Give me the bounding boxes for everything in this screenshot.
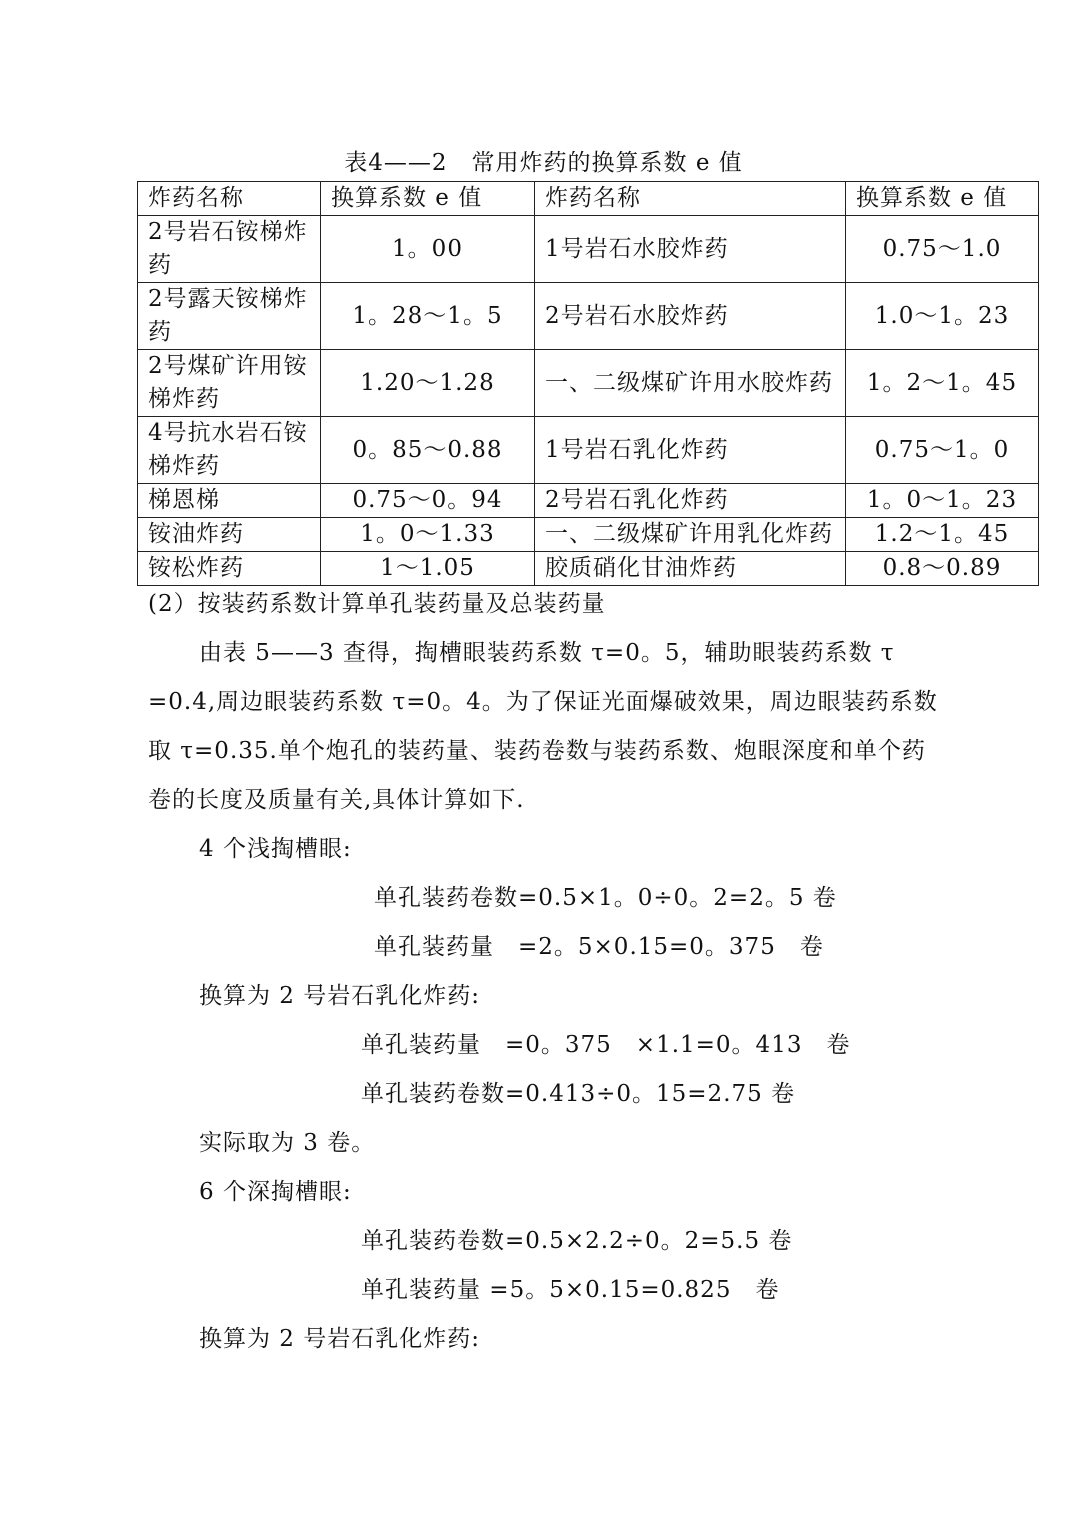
equation-line: 单孔装药卷数=0.413÷0。15=2.75 卷 [361, 1081, 796, 1107]
table-cell-name: 4号抗水岩石铵梯炸药 [138, 417, 321, 484]
paragraph-line: =0.4,周边眼装药系数 τ=0。4。为了保证光面爆破效果，周边眼装药系数 [148, 689, 938, 715]
table-caption: 表4——2 常用炸药的换算系数 e 值 [344, 150, 743, 176]
table-cell-name: 胶质硝化甘油炸药 [535, 552, 846, 586]
table-cell-name: 一、二级煤矿许用乳化炸药 [535, 518, 846, 552]
table-row [138, 417, 1039, 484]
table-cell-value: 1。00 [321, 216, 535, 283]
table-cell-value: 1。0～1。23 [846, 484, 1039, 518]
table-cell-name: 2号煤矿许用铵梯炸药 [138, 350, 321, 417]
table-row [138, 283, 1039, 350]
table-cell-value: 1。2～1。45 [846, 350, 1039, 417]
header-cell: 换算系数 e 值 [846, 182, 1039, 216]
table-row [138, 552, 1039, 586]
equation-line: 单孔装药卷数=0.5×1。0÷0。2=2。5 卷 [374, 885, 837, 911]
equation-line: 单孔装药量 =2。5×0.15=0。375 卷 [374, 934, 824, 960]
table-row [138, 216, 1039, 283]
table-cell-name: 2号岩石水胶炸药 [535, 283, 846, 350]
table-cell-name: 一、二级煤矿许用水胶炸药 [535, 350, 846, 417]
header-cell: 换算系数 e 值 [321, 182, 535, 216]
table-cell-value: 1.0～1。23 [846, 283, 1039, 350]
paragraph-line: 取 τ=0.35.单个炮孔的装药量、装药卷数与装药系数、炮眼深度和单个药 [148, 738, 926, 764]
section-heading: (2）按装药系数计算单孔装药量及总装药量 [148, 591, 606, 617]
header-cell: 炸药名称 [535, 182, 846, 216]
explosive-coefficient-table [137, 181, 1039, 586]
table-row [138, 484, 1039, 518]
table-cell-name: 1号岩石水胶炸药 [535, 216, 846, 283]
equation-line: 单孔装药卷数=0.5×2.2÷0。2=5.5 卷 [361, 1228, 793, 1254]
subsection-title: 6 个深掏槽眼: [199, 1179, 352, 1205]
table-cell-name: 铵松炸药 [138, 552, 321, 586]
subsection-title: 换算为 2 号岩石乳化炸药: [199, 983, 481, 1009]
equation-line: 单孔装药量 =0。375 ×1.1=0。413 卷 [361, 1032, 851, 1058]
header-cell: 炸药名称 [138, 182, 321, 216]
table-cell-value: 1。0～1.33 [321, 518, 535, 552]
table-cell-name: 1号岩石乳化炸药 [535, 417, 846, 484]
table-cell-name: 2号露天铵梯炸药 [138, 283, 321, 350]
table-row [138, 518, 1039, 552]
table-cell-value: 0.75～0。94 [321, 484, 535, 518]
table-cell-value: 1.2～1。45 [846, 518, 1039, 552]
paragraph-line: 实际取为 3 卷。 [199, 1130, 376, 1156]
table-cell-value: 0。85～0.88 [321, 417, 535, 484]
table-cell-value: 1.20～1.28 [321, 350, 535, 417]
subsection-title: 换算为 2 号岩石乳化炸药: [199, 1326, 481, 1352]
table-cell-value: 1。28～1。5 [321, 283, 535, 350]
table-cell-value: 0.8～0.89 [846, 552, 1039, 586]
table-cell-name: 2号岩石铵梯炸药 [138, 216, 321, 283]
table-row [138, 350, 1039, 417]
table-cell-value: 0.75～1。0 [846, 417, 1039, 484]
table-cell-name: 梯恩梯 [138, 484, 321, 518]
table-header-row [138, 182, 1039, 216]
subsection-title: 4 个浅掏槽眼: [199, 836, 352, 862]
paragraph-line: 卷的长度及质量有关,具体计算如下. [148, 787, 525, 813]
table-cell-name: 铵油炸药 [138, 518, 321, 552]
table-cell-value: 0.75～1.0 [846, 216, 1039, 283]
paragraph-line: 由表 5——3 查得，掏槽眼装药系数 τ=0。5，辅助眼装药系数 τ [199, 640, 895, 666]
equation-line: 单孔装药量 =5。5×0.15=0.825 卷 [361, 1277, 780, 1303]
table-cell-name: 2号岩石乳化炸药 [535, 484, 846, 518]
table-cell-value: 1～1.05 [321, 552, 535, 586]
